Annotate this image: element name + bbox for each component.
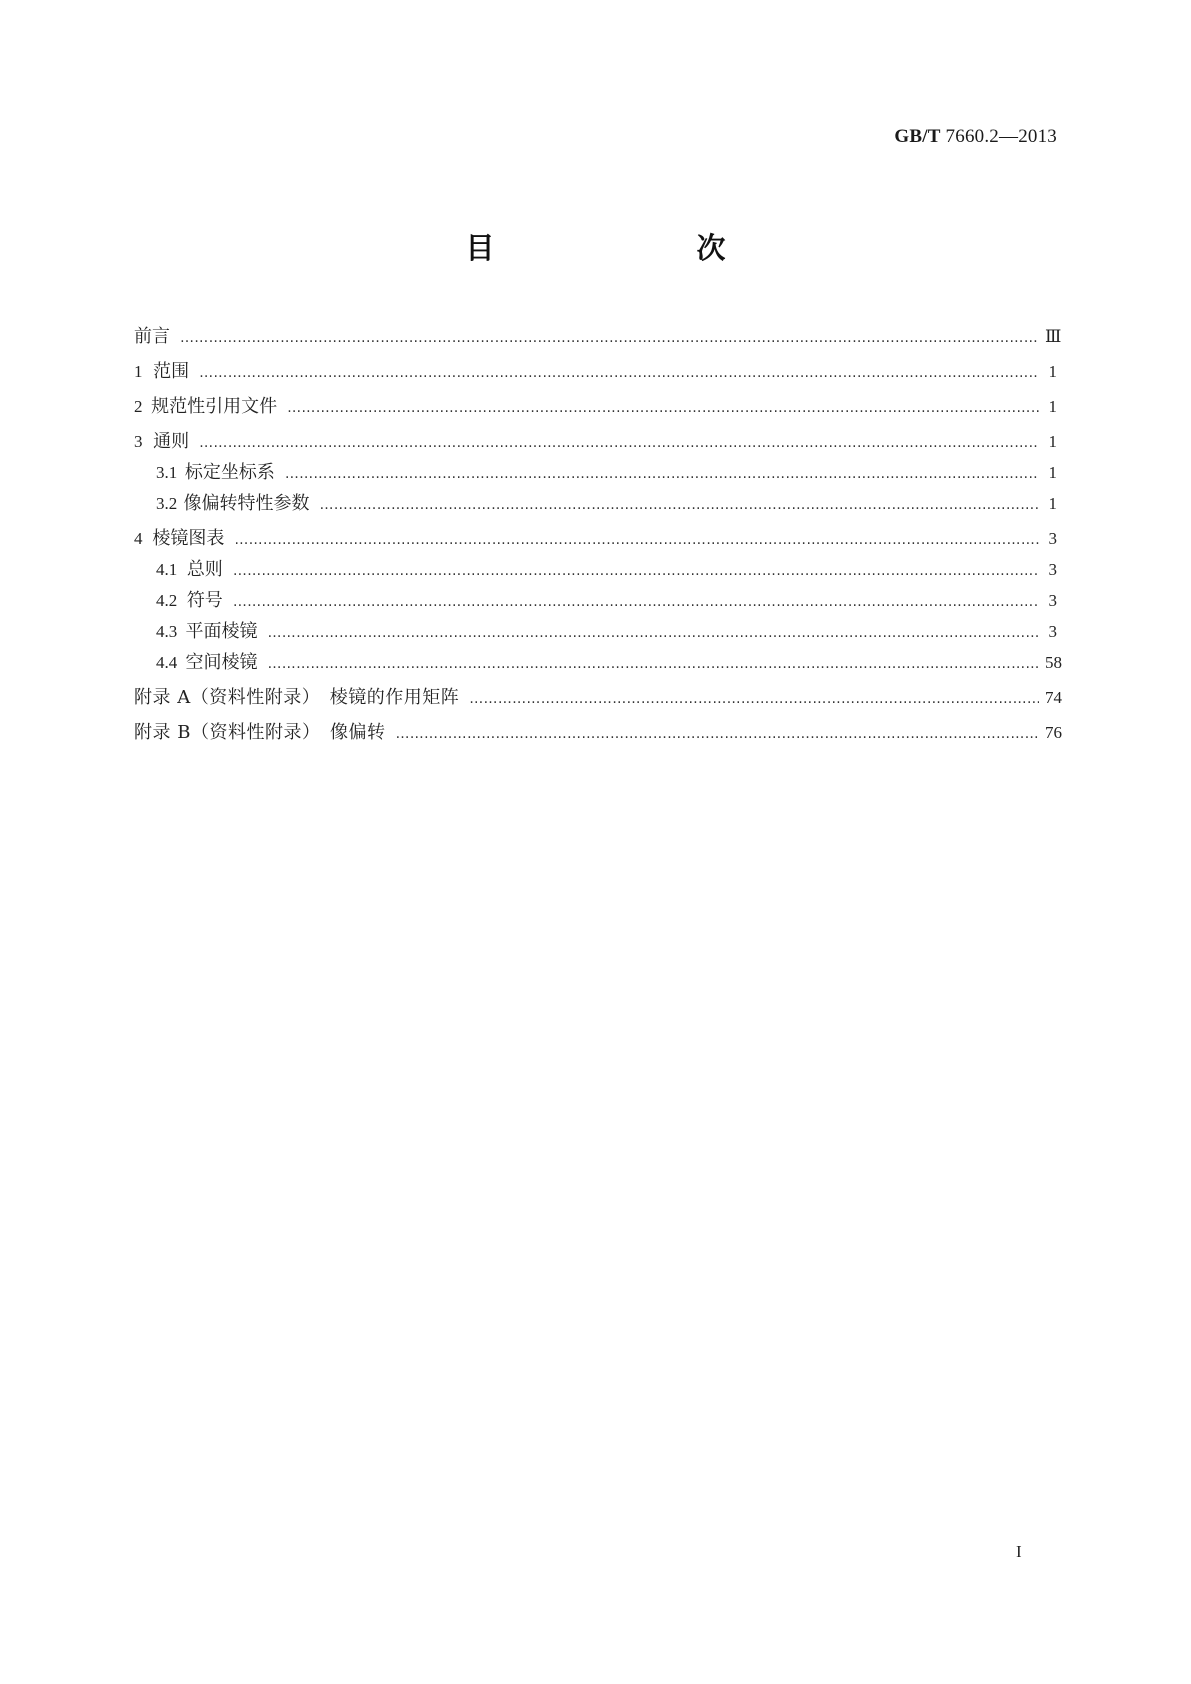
- toc-entry-number: 4: [134, 529, 143, 548]
- toc-entry-label: 范围: [153, 361, 190, 382]
- toc-entry-number: 4.1: [156, 560, 178, 579]
- toc-entry-label: 总则: [186, 559, 223, 580]
- toc-entry-label: 像偏转特性参数: [183, 493, 310, 514]
- standard-code: [894, 126, 1057, 148]
- toc-dot-leader: [267, 622, 1039, 644]
- toc-dot-leader: [285, 463, 1039, 485]
- toc-entry-scope[interactable]: [134, 361, 1057, 396]
- toc-entry-prism-charts[interactable]: [134, 528, 1057, 559]
- page-title: 目 次: [465, 231, 774, 265]
- toc-entry-label: 附录 B（资料性附录） 像偏转: [134, 722, 386, 743]
- toc-dot-leader: [199, 362, 1039, 384]
- toc-entry-page: 1: [1048, 494, 1057, 513]
- toc-entry-page: 1: [1048, 432, 1057, 451]
- toc-entry-page: 3: [1048, 622, 1057, 641]
- toc-dot-leader: [320, 494, 1040, 516]
- toc-entry-foreword[interactable]: [134, 326, 1062, 361]
- toc-entry-label: 符号: [186, 590, 223, 611]
- toc-entry-page: 1: [1048, 463, 1057, 482]
- toc-dot-leader: [469, 688, 1039, 710]
- toc-entry-general-rules[interactable]: [134, 431, 1057, 462]
- toc-dot-leader: [234, 529, 1039, 551]
- toc-entry-page: 74: [1045, 688, 1062, 707]
- toc-entry-number: 4.3: [156, 622, 178, 641]
- toc-dot-leader: [180, 327, 1039, 349]
- toc-entry-page: 58: [1045, 653, 1062, 672]
- toc-entry-general[interactable]: [134, 559, 1057, 590]
- toc-entry-page: 76: [1045, 723, 1062, 742]
- toc-entry-plane-prisms[interactable]: [134, 621, 1057, 652]
- toc-entry-number: 1: [134, 362, 143, 381]
- toc-entry-number: 3.1: [156, 463, 178, 482]
- toc-entry-number: 2: [134, 397, 143, 416]
- toc-entry-label: 标定坐标系: [184, 462, 275, 483]
- toc-dot-leader: [199, 432, 1039, 454]
- toc-entry-label: 规范性引用文件: [151, 396, 278, 417]
- toc-dot-leader: [233, 591, 1039, 613]
- toc-entry-label: 平面棱镜: [185, 621, 258, 642]
- toc-dot-leader: [267, 653, 1039, 675]
- toc-entry-label: 附录 A（资料性附录） 棱镜的作用矩阵: [134, 687, 460, 708]
- standard-prefix: GB/T: [894, 126, 941, 147]
- toc-entry-page: 3: [1048, 529, 1057, 548]
- toc-dot-leader: [233, 560, 1039, 582]
- toc-entry-label: 通则: [153, 431, 190, 452]
- toc-entry-label: 前言: [134, 326, 170, 347]
- toc-entry-deflection-parameters[interactable]: [134, 493, 1057, 528]
- toc-entry-number: 3.2: [156, 494, 178, 513]
- toc-entry-space-prisms[interactable]: [134, 652, 1062, 687]
- toc-entry-normative-references[interactable]: [134, 396, 1057, 431]
- toc-entry-appendix-b[interactable]: [134, 722, 1062, 757]
- toc-entry-page: 1: [1048, 397, 1057, 416]
- toc-entry-number: 3: [134, 432, 143, 451]
- toc-entry-appendix-a[interactable]: [134, 687, 1062, 722]
- standard-number: 7660.2—2013: [945, 126, 1057, 147]
- table-of-contents: [134, 326, 1062, 757]
- toc-entry-page: 3: [1048, 560, 1057, 579]
- toc-entry-label: 棱镜图表: [152, 528, 225, 549]
- toc-entry-page: 1: [1048, 362, 1057, 381]
- toc-dot-leader: [287, 397, 1039, 419]
- toc-entry-calibration-coordinates[interactable]: [134, 462, 1057, 493]
- toc-entry-label: 空间棱镜: [185, 652, 258, 673]
- toc-entry-page: Ⅲ: [1045, 327, 1062, 346]
- toc-entry-page: 3: [1048, 591, 1057, 610]
- toc-entry-number: 4.2: [156, 591, 178, 610]
- toc-entry-symbols[interactable]: [134, 590, 1057, 621]
- page-number: I: [1016, 1542, 1022, 1561]
- toc-dot-leader: [395, 723, 1039, 745]
- toc-entry-number: 4.4: [156, 653, 178, 672]
